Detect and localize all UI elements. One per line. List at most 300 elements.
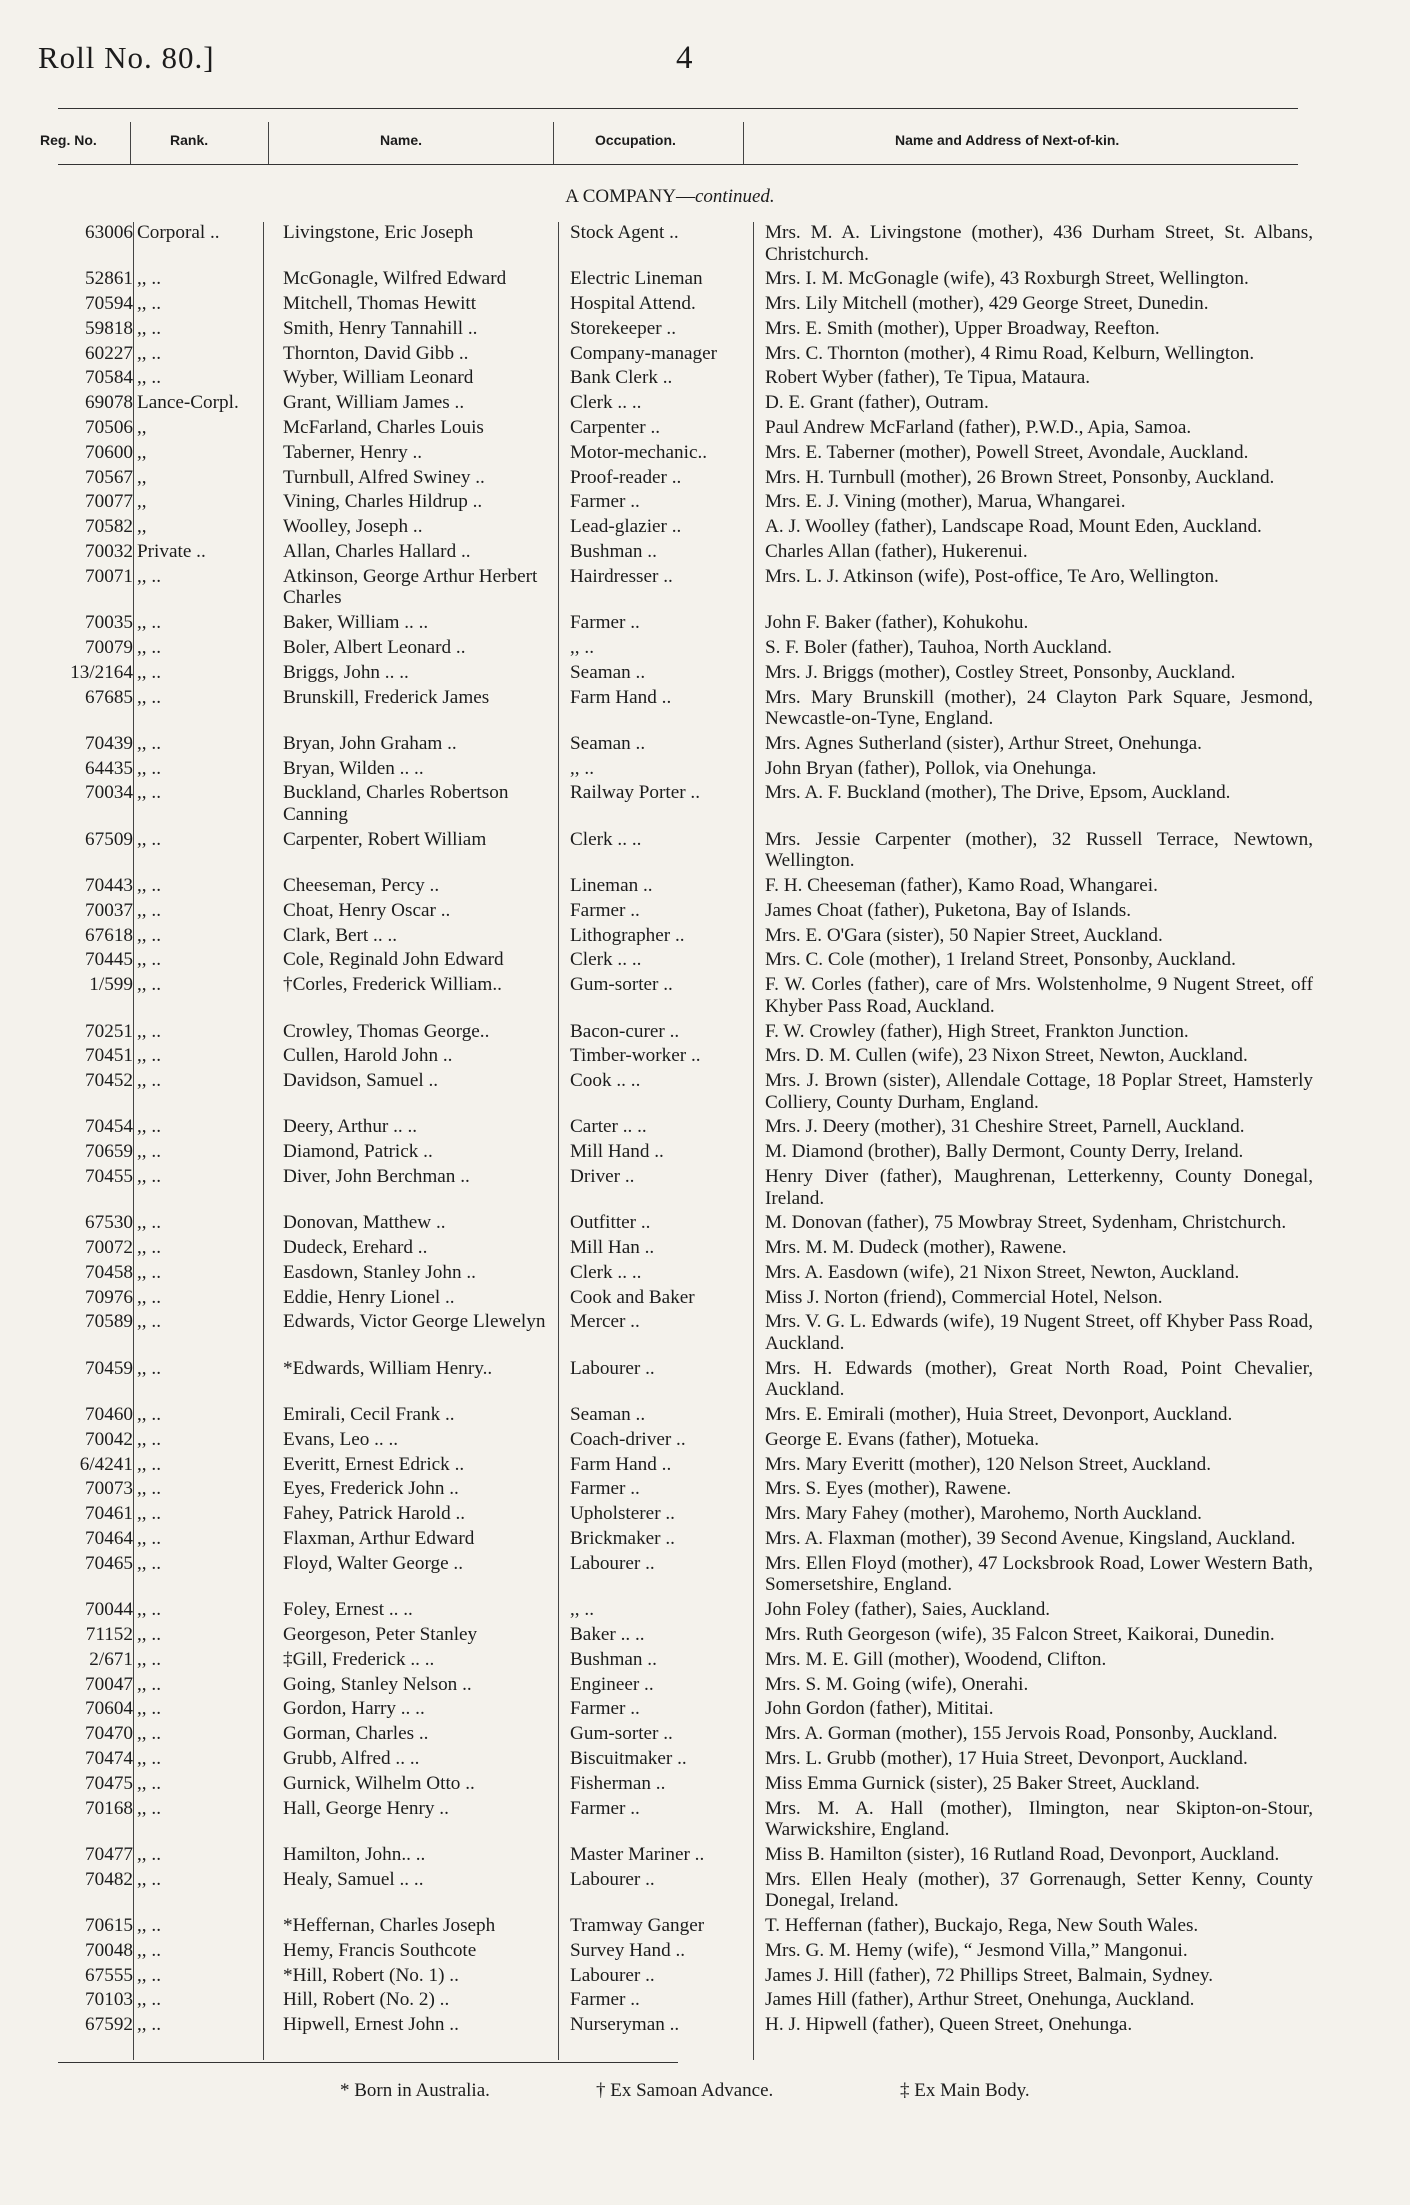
name-cell: Hipwell, Ernest John .. [283, 2014, 459, 2036]
table-row [0, 367, 1410, 389]
name-cell: *Edwards, William Henry.. [283, 1357, 493, 1379]
reg-no-cell: 70594 [85, 293, 133, 315]
table-row [0, 1045, 1410, 1067]
name-cell: Foley, Ernest .. .. [283, 1599, 413, 1621]
reg-no-cell: 70459 [85, 1357, 133, 1379]
next-of-kin-cell: George E. Evans (father), Motueka. [765, 1428, 1040, 1450]
occupation-cell: Farm Hand .. [570, 1453, 672, 1475]
next-of-kin-cell: S. F. Boler (father), Tauhoa, North Auckland. [765, 636, 1112, 658]
next-of-kin-cell: Mrs. A. Flaxman (mother), 39 Second Avenue, Kingsland, Auckland. [765, 1528, 1296, 1550]
reg-no-cell: 70047 [85, 1673, 133, 1695]
reg-no-cell: 70477 [85, 1843, 133, 1865]
next-of-kin-cell: Mrs. Ellen Healy (mother), 37 Gorrenaugh, Setter Kenny, County Donegal, Ireland. [765, 1868, 1313, 1912]
occupation-cell: Mercer .. [570, 1311, 640, 1333]
occupation-cell: Master Mariner .. [570, 1843, 705, 1865]
occupation-cell: Farm Hand .. [570, 686, 672, 708]
occupation-cell: Cook .. .. [570, 1070, 641, 1092]
next-of-kin-cell: Mrs. L. J. Atkinson (wife), Post-office, Te Aro, Wellington. [765, 565, 1219, 587]
next-of-kin-cell: Mrs. E. J. Vining (mother), Marua, Whangarei. [765, 491, 1126, 513]
rank-cell: ,, .. [137, 661, 161, 683]
name-cell: Cole, Reginald John Edward [283, 949, 504, 971]
rank-cell: ,, [137, 516, 147, 538]
col-next-of-kin: Name and Address of Next-of-kin. [895, 132, 1120, 148]
next-of-kin-cell: Mrs. E. Smith (mother), Upper Broadway, Reefton. [765, 317, 1160, 339]
table-row [0, 516, 1410, 538]
table-row [0, 417, 1410, 439]
rank-cell: ,, .. [137, 1723, 161, 1745]
name-cell: Gorman, Charles .. [283, 1723, 429, 1745]
table-row [0, 467, 1410, 489]
col-occupation: Occupation. [595, 132, 676, 148]
reg-no-cell: 70044 [85, 1599, 133, 1621]
name-cell: Diver, John Berchman .. [283, 1166, 470, 1187]
reg-no-cell: 70584 [85, 367, 133, 389]
col-divider [130, 122, 131, 164]
rank-cell: ,, .. [137, 1503, 161, 1525]
table-row [0, 612, 1410, 634]
rank-cell: ,, .. [137, 875, 161, 897]
reg-no-cell: 6/4241 [79, 1453, 133, 1475]
occupation-cell: Electric Lineman [570, 268, 703, 290]
table-row [0, 1915, 1410, 1937]
next-of-kin-cell: Mrs. J. Brown (sister), Allendale Cottage, 18 Poplar Street, Hamsterly Colliery, County Durham, England. [765, 1070, 1313, 1113]
table-row [0, 442, 1410, 464]
reg-no-cell: 59818 [85, 317, 133, 339]
rank-cell: ,, .. [137, 828, 161, 850]
reg-no-cell: 70071 [85, 565, 133, 587]
table-row [0, 1358, 1410, 1401]
occupation-cell: Biscuitmaker .. [570, 1747, 687, 1769]
reg-no-cell: 70474 [85, 1747, 133, 1769]
occupation-cell: Bacon-curer .. [570, 1020, 680, 1042]
name-cell: Cullen, Harold John .. [283, 1045, 453, 1067]
reg-no-cell: 70475 [85, 1772, 133, 1794]
occupation-cell: Fisherman .. [570, 1772, 666, 1794]
name-cell: Hemy, Francis Southcote [283, 1939, 477, 1961]
reg-no-cell: 67618 [85, 924, 133, 946]
name-cell: Hamilton, John.. .. [283, 1843, 426, 1865]
name-cell: Floyd, Walter George .. [283, 1552, 463, 1574]
rank-cell: ,, .. [137, 293, 161, 315]
occupation-cell: Lineman .. [570, 875, 653, 897]
reg-no-cell: 67592 [85, 2014, 133, 2036]
table-row [0, 687, 1410, 730]
reg-no-cell: 70582 [85, 516, 133, 538]
name-cell: Eyes, Frederick John .. [283, 1478, 459, 1500]
rank-cell: ,, .. [137, 1453, 161, 1475]
name-cell: Woolley, Joseph .. [283, 516, 423, 538]
table-row [0, 1798, 1410, 1841]
rank-cell: ,, .. [137, 1020, 161, 1042]
reg-no-cell: 70168 [85, 1797, 133, 1819]
next-of-kin-cell: Mrs. Ellen Floyd (mother), 47 Locksbrook Road, Lower Western Bath, Somersetshire, England. [765, 1552, 1313, 1596]
table-row [0, 1649, 1410, 1671]
name-cell: Fahey, Patrick Harold .. [283, 1503, 466, 1525]
table-row [0, 1237, 1410, 1259]
table-row [0, 1429, 1410, 1451]
occupation-cell: Gum-sorter .. [570, 1723, 673, 1745]
next-of-kin-cell: Mrs. Lily Mitchell (mother), 429 George Street, Dunedin. [765, 293, 1209, 315]
occupation-cell: Mill Hand .. [570, 1141, 664, 1163]
rank-cell: ,, [137, 466, 147, 488]
occupation-cell: Gum-sorter .. [570, 974, 673, 996]
next-of-kin-cell: Mrs. I. M. McGonagle (wife), 43 Roxburgh Street, Wellington. [765, 268, 1249, 290]
name-cell: ‡Gill, Frederick .. .. [283, 1648, 435, 1670]
name-cell: Livingstone, Eric Joseph [283, 222, 474, 243]
table-row [0, 1287, 1410, 1309]
section-subtitle: continued. [695, 186, 775, 207]
occupation-cell: Driver .. [570, 1166, 635, 1187]
rank-cell: ,, .. [137, 367, 161, 389]
occupation-cell: Farmer .. [570, 612, 640, 634]
table-row [0, 1723, 1410, 1745]
next-of-kin-cell: T. Heffernan (father), Buckajo, Rega, New South Wales. [765, 1914, 1199, 1936]
occupation-cell: Farmer .. [570, 1698, 640, 1720]
name-cell: Georgeson, Peter Stanley [283, 1623, 478, 1645]
table-row [0, 541, 1410, 563]
reg-no-cell: 70103 [85, 1989, 133, 2011]
table-row [0, 1212, 1410, 1234]
occupation-cell: Bushman .. [570, 541, 657, 563]
occupation-cell: Bushman .. [570, 1648, 657, 1670]
name-cell: Briggs, John .. .. [283, 661, 409, 683]
reg-no-cell: 70464 [85, 1528, 133, 1550]
rank-cell: Lance-Corpl. [137, 392, 239, 414]
name-cell: McFarland, Charles Louis [283, 417, 484, 439]
name-cell: Brunskill, Frederick James [283, 686, 490, 708]
rank-cell: ,, .. [137, 1552, 161, 1574]
next-of-kin-cell: James Choat (father), Puketona, Bay of Islands. [765, 899, 1132, 921]
reg-no-cell: 70615 [85, 1914, 133, 1936]
rank-cell: ,, .. [137, 924, 161, 946]
occupation-cell: Labourer .. [570, 1552, 655, 1574]
table-row [0, 829, 1410, 872]
reg-no-cell: 2/671 [89, 1648, 133, 1670]
occupation-cell: Labourer .. [570, 1868, 655, 1890]
footer-rule [58, 2062, 678, 2063]
reg-no-cell: 52861 [85, 268, 133, 290]
occupation-cell: Clerk .. .. [570, 392, 642, 414]
occupation-cell: Company-manager [570, 342, 718, 364]
name-cell: Deery, Arthur .. .. [283, 1116, 418, 1138]
reg-no-cell: 67555 [85, 1964, 133, 1986]
rank-cell: ,, .. [137, 949, 161, 971]
reg-no-cell: 70042 [85, 1428, 133, 1450]
header-top-rule [58, 108, 1298, 109]
name-cell: *Hill, Robert (No. 1) .. [283, 1964, 459, 1986]
footnote-ex-main-body: ‡ Ex Main Body. [900, 2080, 1030, 2101]
table-row [0, 222, 1410, 265]
col-divider [268, 122, 269, 164]
name-cell: Everitt, Ernest Edrick .. [283, 1453, 465, 1475]
table-row [0, 268, 1410, 290]
next-of-kin-cell: Mrs. M. M. Dudeck (mother), Rawene. [765, 1237, 1067, 1259]
next-of-kin-cell: James Hill (father), Arthur Street, Onehunga, Auckland. [765, 1989, 1195, 2011]
name-cell: Easdown, Stanley John .. [283, 1261, 476, 1283]
table-row [0, 1021, 1410, 1043]
next-of-kin-cell: Miss Emma Gurnick (sister), 25 Baker Street, Auckland. [765, 1772, 1200, 1794]
name-cell: Buckland, Charles Robertson Canning [283, 782, 509, 825]
reg-no-cell: 70454 [85, 1116, 133, 1138]
occupation-cell: Upholsterer .. [570, 1503, 675, 1525]
table-row [0, 900, 1410, 922]
occupation-cell: Farmer .. [570, 899, 640, 921]
name-cell: Donovan, Matthew .. [283, 1212, 446, 1234]
name-cell: Carpenter, Robert William [283, 828, 487, 850]
name-cell: Crowley, Thomas George.. [283, 1020, 490, 1042]
name-cell: Clark, Bert .. .. [283, 924, 398, 946]
reg-no-cell: 60227 [85, 342, 133, 364]
next-of-kin-cell: Mrs. Jessie Carpenter (mother), 32 Russell Terrace, Newtown, Wellington. [765, 828, 1313, 872]
next-of-kin-cell: Mrs. Mary Everitt (mother), 120 Nelson Street, Auckland. [765, 1453, 1212, 1475]
next-of-kin-cell: Mrs. Mary Fahey (mother), Marohemo, North Auckland. [765, 1503, 1202, 1525]
name-cell: Turnbull, Alfred Swiney .. [283, 466, 485, 488]
rank-cell: ,, .. [137, 1478, 161, 1500]
occupation-cell: Labourer .. [570, 1357, 655, 1379]
next-of-kin-cell: Mrs. Ruth Georgeson (wife), 35 Falcon Street, Kaikorai, Dunedin. [765, 1623, 1275, 1645]
reg-no-cell: 70251 [85, 1020, 133, 1042]
reg-no-cell: 70659 [85, 1141, 133, 1163]
rank-cell: ,, .. [137, 565, 161, 587]
table-row [0, 1674, 1410, 1696]
name-cell: Boler, Albert Leonard .. [283, 636, 466, 658]
table-row [0, 318, 1410, 340]
col-rank: Rank. [170, 132, 209, 148]
occupation-cell: Seaman .. [570, 661, 646, 683]
table-row [0, 1965, 1410, 1987]
reg-no-cell: 70604 [85, 1698, 133, 1720]
rank-cell: ,, [137, 417, 147, 439]
next-of-kin-cell: Charles Allan (father), Hukerenui. [765, 541, 1028, 563]
next-of-kin-cell: Paul Andrew McFarland (father), P.W.D., Apia, Samoa. [765, 417, 1192, 439]
rank-cell: ,, .. [137, 732, 161, 754]
next-of-kin-cell: Mrs. H. Turnbull (mother), 26 Brown Street, Ponsonby, Auckland. [765, 466, 1275, 488]
table-row [0, 1869, 1410, 1912]
next-of-kin-cell: Mrs. M. A. Hall (mother), Ilmington, near Skipton-on-Stour, Warwickshire, England. [765, 1797, 1313, 1841]
reg-no-cell: 70465 [85, 1552, 133, 1574]
occupation-cell: Seaman .. [570, 732, 646, 754]
rank-cell: ,, .. [137, 612, 161, 634]
rank-cell: ,, .. [137, 2014, 161, 2036]
occupation-cell: Clerk .. .. [570, 949, 642, 971]
footnote-ex-samoan: † Ex Samoan Advance. [596, 2080, 774, 2101]
occupation-cell: Proof-reader .. [570, 466, 682, 488]
rank-cell: Corporal .. [137, 222, 220, 243]
next-of-kin-cell: Mrs. Mary Brunskill (mother), 24 Clayton Park Square, Jesmond, Newcastle-on-Tyne, England. [765, 686, 1313, 730]
occupation-cell: Survey Hand .. [570, 1939, 686, 1961]
occupation-cell: Brickmaker .. [570, 1528, 675, 1550]
occupation-cell: ,, .. [570, 1599, 594, 1621]
table-row [0, 1503, 1410, 1525]
next-of-kin-cell: Robert Wyber (father), Te Tipua, Mataura. [765, 367, 1091, 389]
occupation-cell: Bank Clerk .. [570, 367, 673, 389]
rank-cell: ,, .. [137, 1237, 161, 1259]
reg-no-cell: 63006 [85, 222, 133, 243]
table-row [0, 1553, 1410, 1596]
table-row [0, 1624, 1410, 1646]
next-of-kin-cell: Mrs. L. Grubb (mother), 17 Huia Street, Devonport, Auckland. [765, 1747, 1248, 1769]
next-of-kin-cell: Mrs. E. Emirali (mother), Huia Street, Devonport, Auckland. [765, 1404, 1233, 1426]
reg-no-cell: 70506 [85, 417, 133, 439]
rank-cell: Private .. [137, 541, 206, 563]
table-row [0, 1940, 1410, 1962]
next-of-kin-cell: Mrs. G. M. Hemy (wife), “ Jesmond Villa,” Mangonui. [765, 1939, 1188, 1961]
rank-cell: ,, .. [137, 1964, 161, 1986]
occupation-cell: Motor-mechanic.. [570, 441, 708, 463]
name-cell: Evans, Leo .. .. [283, 1428, 399, 1450]
name-cell: Edwards, Victor George Llewelyn [283, 1311, 546, 1333]
rank-cell: ,, .. [137, 1673, 161, 1695]
rank-cell: ,, .. [137, 1599, 161, 1621]
table-row [0, 1478, 1410, 1500]
occupation-cell: Tramway Ganger [570, 1914, 705, 1936]
name-cell: Going, Stanley Nelson .. [283, 1673, 472, 1695]
next-of-kin-cell: Mrs. A. F. Buckland (mother), The Drive, Epsom, Auckland. [765, 782, 1231, 804]
next-of-kin-cell: Mrs. M. A. Livingstone (mother), 436 Durham Street, St. Albans, Christchurch. [765, 222, 1313, 265]
next-of-kin-cell: Mrs. C. Thornton (mother), 4 Rimu Road, Kelburn, Wellington. [765, 342, 1255, 364]
rank-cell: ,, .. [137, 686, 161, 708]
name-cell: Vining, Charles Hildrup .. [283, 491, 483, 513]
rank-cell: ,, .. [137, 1797, 161, 1819]
occupation-cell: Mill Han .. [570, 1237, 655, 1259]
next-of-kin-cell: John F. Baker (father), Kohukohu. [765, 612, 1029, 634]
table-row [0, 875, 1410, 897]
occupation-cell: Lithographer .. [570, 924, 685, 946]
occupation-cell: Farmer .. [570, 1478, 640, 1500]
name-cell: Wyber, William Leonard [283, 367, 474, 389]
reg-no-cell: 67685 [85, 686, 133, 708]
table-row [0, 1404, 1410, 1426]
occupation-cell: Railway Porter .. [570, 782, 701, 804]
reg-no-cell: 70048 [85, 1939, 133, 1961]
reg-no-cell: 70035 [85, 612, 133, 634]
rank-cell: ,, .. [137, 342, 161, 364]
roll-number-header: Roll No. 80.] [38, 40, 215, 75]
rank-cell: ,, .. [137, 1843, 161, 1865]
occupation-cell: ,, .. [570, 636, 594, 658]
table-row [0, 1528, 1410, 1550]
name-cell: Taberner, Henry .. [283, 441, 423, 463]
name-cell: Emirali, Cecil Frank .. [283, 1404, 455, 1426]
next-of-kin-cell: John Foley (father), Saies, Auckland. [765, 1599, 1051, 1621]
reg-no-cell: 70037 [85, 899, 133, 921]
name-cell: Smith, Henry Tannahill .. [283, 317, 478, 339]
next-of-kin-cell: James J. Hill (father), 72 Phillips Street, Balmain, Sydney. [765, 1964, 1214, 1986]
table-row [0, 491, 1410, 513]
reg-no-cell: 70460 [85, 1404, 133, 1426]
table-row [0, 1141, 1410, 1163]
name-cell: Gordon, Harry .. .. [283, 1698, 425, 1720]
occupation-cell: ,, .. [570, 757, 594, 779]
page-number: 4 [676, 40, 693, 76]
next-of-kin-cell: Henry Diver (father), Maughrenan, Letterkenny, County Donegal, Ireland. [765, 1166, 1313, 1209]
next-of-kin-cell: M. Donovan (father), 75 Mowbray Street, Sydenham, Christchurch. [765, 1212, 1287, 1234]
next-of-kin-cell: Mrs. V. G. L. Edwards (wife), 19 Nugent Street, off Khyber Pass Road, Auckland. [765, 1311, 1313, 1354]
rank-cell: ,, .. [137, 1914, 161, 1936]
rank-cell: ,, .. [137, 1989, 161, 2011]
occupation-cell: Hospital Attend. [570, 293, 696, 315]
table-row [0, 949, 1410, 971]
table-row [0, 293, 1410, 315]
col-reg-no: Reg. No. [40, 132, 97, 148]
table-row [0, 1262, 1410, 1284]
reg-no-cell: 70439 [85, 732, 133, 754]
name-cell: McGonagle, Wilfred Edward [283, 268, 507, 290]
name-cell: Choat, Henry Oscar .. [283, 899, 451, 921]
occupation-cell: Seaman .. [570, 1404, 646, 1426]
reg-no-cell: 67509 [85, 828, 133, 850]
reg-no-cell: 71152 [85, 1623, 133, 1645]
rank-cell: ,, .. [137, 268, 161, 290]
table-row [0, 758, 1410, 780]
name-cell: †Corles, Frederick William.. [283, 974, 502, 996]
next-of-kin-cell: John Gordon (father), Mititai. [765, 1698, 994, 1720]
rank-cell: ,, .. [137, 1166, 161, 1187]
occupation-cell: Stock Agent .. [570, 222, 679, 243]
table-row [0, 392, 1410, 414]
occupation-cell: Baker .. .. [570, 1623, 645, 1645]
rank-cell: ,, .. [137, 1212, 161, 1234]
reg-no-cell: 70455 [85, 1166, 133, 1187]
rank-cell: ,, .. [137, 1261, 161, 1283]
reg-no-cell: 69078 [85, 392, 133, 414]
table-row [0, 2014, 1410, 2036]
reg-no-cell: 1/599 [89, 974, 133, 996]
occupation-cell: Clerk .. .. [570, 828, 642, 850]
name-cell: Bryan, Wilden .. .. [283, 757, 424, 779]
rank-cell: ,, .. [137, 1070, 161, 1092]
rank-cell: ,, .. [137, 1528, 161, 1550]
next-of-kin-cell: A. J. Woolley (father), Landscape Road, Mount Eden, Auckland. [765, 516, 1262, 538]
table-row [0, 1070, 1410, 1113]
table-row [0, 925, 1410, 947]
col-divider [553, 122, 554, 164]
occupation-cell: Clerk .. .. [570, 1261, 642, 1283]
table-row [0, 1166, 1410, 1209]
rank-cell: ,, .. [137, 1045, 161, 1067]
reg-no-cell: 70451 [85, 1045, 133, 1067]
reg-no-cell: 70589 [85, 1311, 133, 1333]
name-cell: Davidson, Samuel .. [283, 1070, 439, 1092]
rank-cell: ,, .. [137, 1772, 161, 1794]
table-row [0, 733, 1410, 755]
name-cell: *Heffernan, Charles Joseph [283, 1914, 496, 1936]
rank-cell: ,, .. [137, 757, 161, 779]
table-row [0, 974, 1410, 1017]
table-row [0, 1311, 1410, 1354]
rank-cell: ,, .. [137, 1141, 161, 1163]
occupation-cell: Hairdresser .. [570, 565, 673, 587]
reg-no-cell: 70482 [85, 1868, 133, 1890]
next-of-kin-cell: Mrs. A. Gorman (mother), 155 Jervois Road, Ponsonby, Auckland. [765, 1723, 1278, 1745]
next-of-kin-cell: F. W. Crowley (father), High Street, Frankton Junction. [765, 1020, 1189, 1042]
next-of-kin-cell: Mrs. A. Easdown (wife), 21 Nixon Street, Newton, Auckland. [765, 1261, 1240, 1283]
occupation-cell: Lead-glazier .. [570, 516, 682, 538]
rank-cell: ,, .. [137, 1357, 161, 1379]
rank-cell: ,, [137, 441, 147, 463]
col-name: Name. [380, 132, 423, 148]
name-cell: Bryan, John Graham .. [283, 732, 457, 754]
name-cell: Diamond, Patrick .. [283, 1141, 433, 1163]
table-row [0, 1116, 1410, 1138]
occupation-cell: Carpenter .. [570, 417, 661, 439]
reg-no-cell: 13/2164 [70, 661, 133, 683]
next-of-kin-cell: Mrs. S. M. Going (wife), Onerahi. [765, 1673, 1029, 1695]
reg-no-cell: 70073 [85, 1478, 133, 1500]
occupation-cell: Carter .. .. [570, 1116, 647, 1138]
name-cell: Hill, Robert (No. 2) .. [283, 1989, 450, 2011]
next-of-kin-cell: F. H. Cheeseman (father), Kamo Road, Whangarei. [765, 875, 1158, 897]
